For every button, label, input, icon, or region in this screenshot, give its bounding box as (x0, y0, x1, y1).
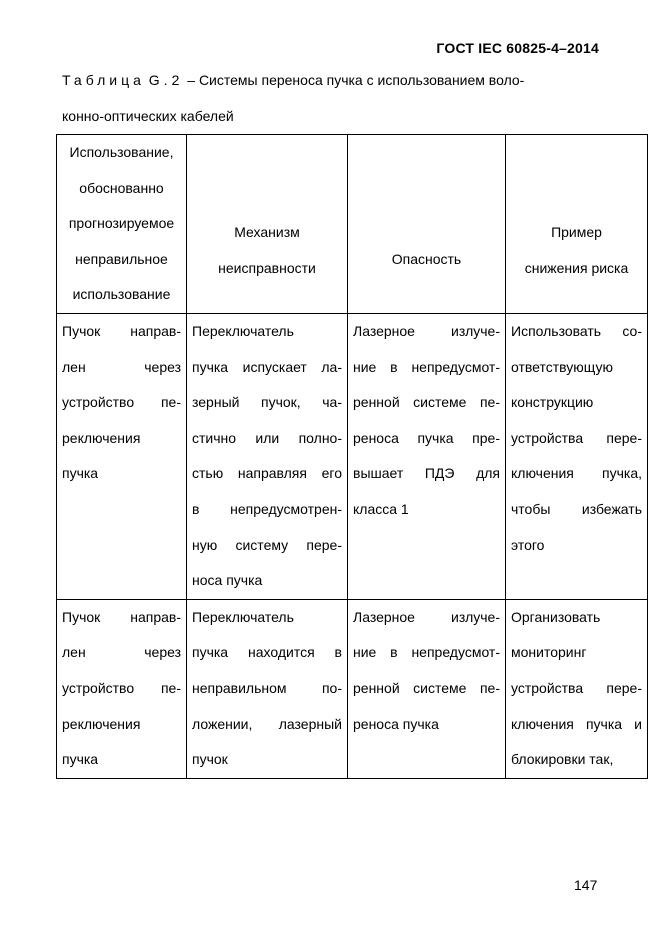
cell-line: стью направляя его (192, 465, 342, 482)
cell-line: пучка (62, 465, 99, 482)
cell-line: конструкцию (511, 394, 594, 411)
header-cell-content (509, 162, 644, 287)
cell-line: пучка испускает ла- (192, 358, 342, 375)
header-cell-content (351, 171, 502, 278)
cell-line: Пучок направ- (62, 608, 181, 625)
cell-hazard (348, 599, 506, 778)
cell-line: неправильном по- (192, 679, 342, 696)
table-header-row (57, 135, 648, 314)
cell-line: класса 1 (353, 500, 409, 517)
cell-line: вышает ПДЭ для (353, 465, 500, 482)
table-row (57, 599, 648, 778)
cell-line: ключения пучка, (511, 465, 642, 482)
cell-line: стично или полно- (192, 429, 342, 446)
header-cell-content (60, 135, 183, 313)
cell-line: ренной системе пе- (353, 679, 500, 696)
cell-line: пучок (192, 751, 228, 768)
cell-line: реключения (62, 715, 141, 732)
standard-header: ГОСТ IEC 60825-4–2014 (436, 40, 599, 56)
cell-line: ключения пучка и (511, 715, 642, 732)
header-line: неисправности (218, 259, 316, 276)
cell-line: реноса пучка пре- (353, 429, 500, 446)
cell-line: ложении, лазерный (192, 715, 342, 732)
cell-line: Пучок направ- (62, 323, 181, 339)
cell-mitigation (506, 599, 648, 778)
table-body (57, 314, 648, 779)
cell-line: ние в непредусмот- (353, 358, 500, 375)
cell-mechanism (187, 314, 348, 600)
cell-mechanism (187, 599, 348, 778)
cell-line: реключения (62, 429, 141, 446)
cell-line: мониторинг (511, 644, 587, 661)
cell-line: ную систему пере- (192, 536, 342, 553)
risk-table (56, 134, 648, 779)
cell-line: Лазерное излуче- (353, 608, 500, 625)
header-line: Опасность (391, 250, 462, 267)
cell-line: лен через (62, 358, 181, 375)
header-line: прогнозируемое (68, 215, 175, 232)
cell-line: Организовать (511, 608, 601, 625)
table-caption (62, 62, 607, 134)
header-line: Механизм (234, 224, 300, 241)
header-line: снижения риска (524, 259, 629, 276)
header-line: Пример (551, 224, 602, 241)
cell-line: ние в непредусмот- (353, 644, 500, 661)
header-cell-usage (57, 135, 187, 314)
caption-number: G.2 (148, 72, 184, 88)
header-cell-mitigation (506, 135, 648, 314)
header-line: Использование, (69, 144, 174, 160)
caption-text-line1: – Системы переноса пучка с использованием воло- (187, 72, 525, 88)
cell-line: устройства пере- (511, 429, 642, 446)
header-line: обоснованно (79, 179, 164, 196)
cell-mitigation (506, 314, 648, 600)
cell-line: Лазерное излуче- (353, 323, 500, 339)
cell-line: Использовать со- (511, 323, 642, 339)
cell-line: чтобы избежать (511, 500, 642, 517)
page-number: 147 (574, 877, 598, 893)
table-row (57, 314, 648, 600)
cell-line: пучка находится в (192, 644, 342, 661)
header-cell-hazard (348, 135, 506, 314)
caption-label: Таблица (62, 72, 145, 88)
cell-line: Переключатель (192, 608, 294, 625)
cell-line: реноса пучка (353, 715, 439, 732)
header-line: использование (72, 286, 171, 303)
cell-line: устройство пе- (62, 679, 181, 696)
cell-usage (57, 314, 187, 600)
cell-line: ответствующую (511, 358, 613, 375)
cell-line: Переключатель (192, 323, 294, 339)
cell-line: этого (511, 536, 545, 553)
header-cell-content (190, 162, 344, 287)
header-line: неправильное (75, 250, 168, 267)
cell-line: носа пучка (192, 572, 263, 589)
cell-line: устройства пере- (511, 679, 642, 696)
cell-line: блокировки так, (511, 751, 614, 768)
header-cell-mechanism (187, 135, 348, 314)
cell-line: устройство пе- (62, 394, 181, 411)
cell-line: пучка (62, 751, 99, 768)
caption-text-line2: конно-оптических кабелей (62, 108, 234, 124)
cell-line: зерный пучок, ча- (192, 394, 342, 411)
cell-line: лен через (62, 644, 181, 661)
cell-hazard (348, 314, 506, 600)
cell-line: ренной системе пе- (353, 394, 500, 411)
cell-usage (57, 599, 187, 778)
cell-line: в непредусмотрен- (192, 500, 342, 517)
